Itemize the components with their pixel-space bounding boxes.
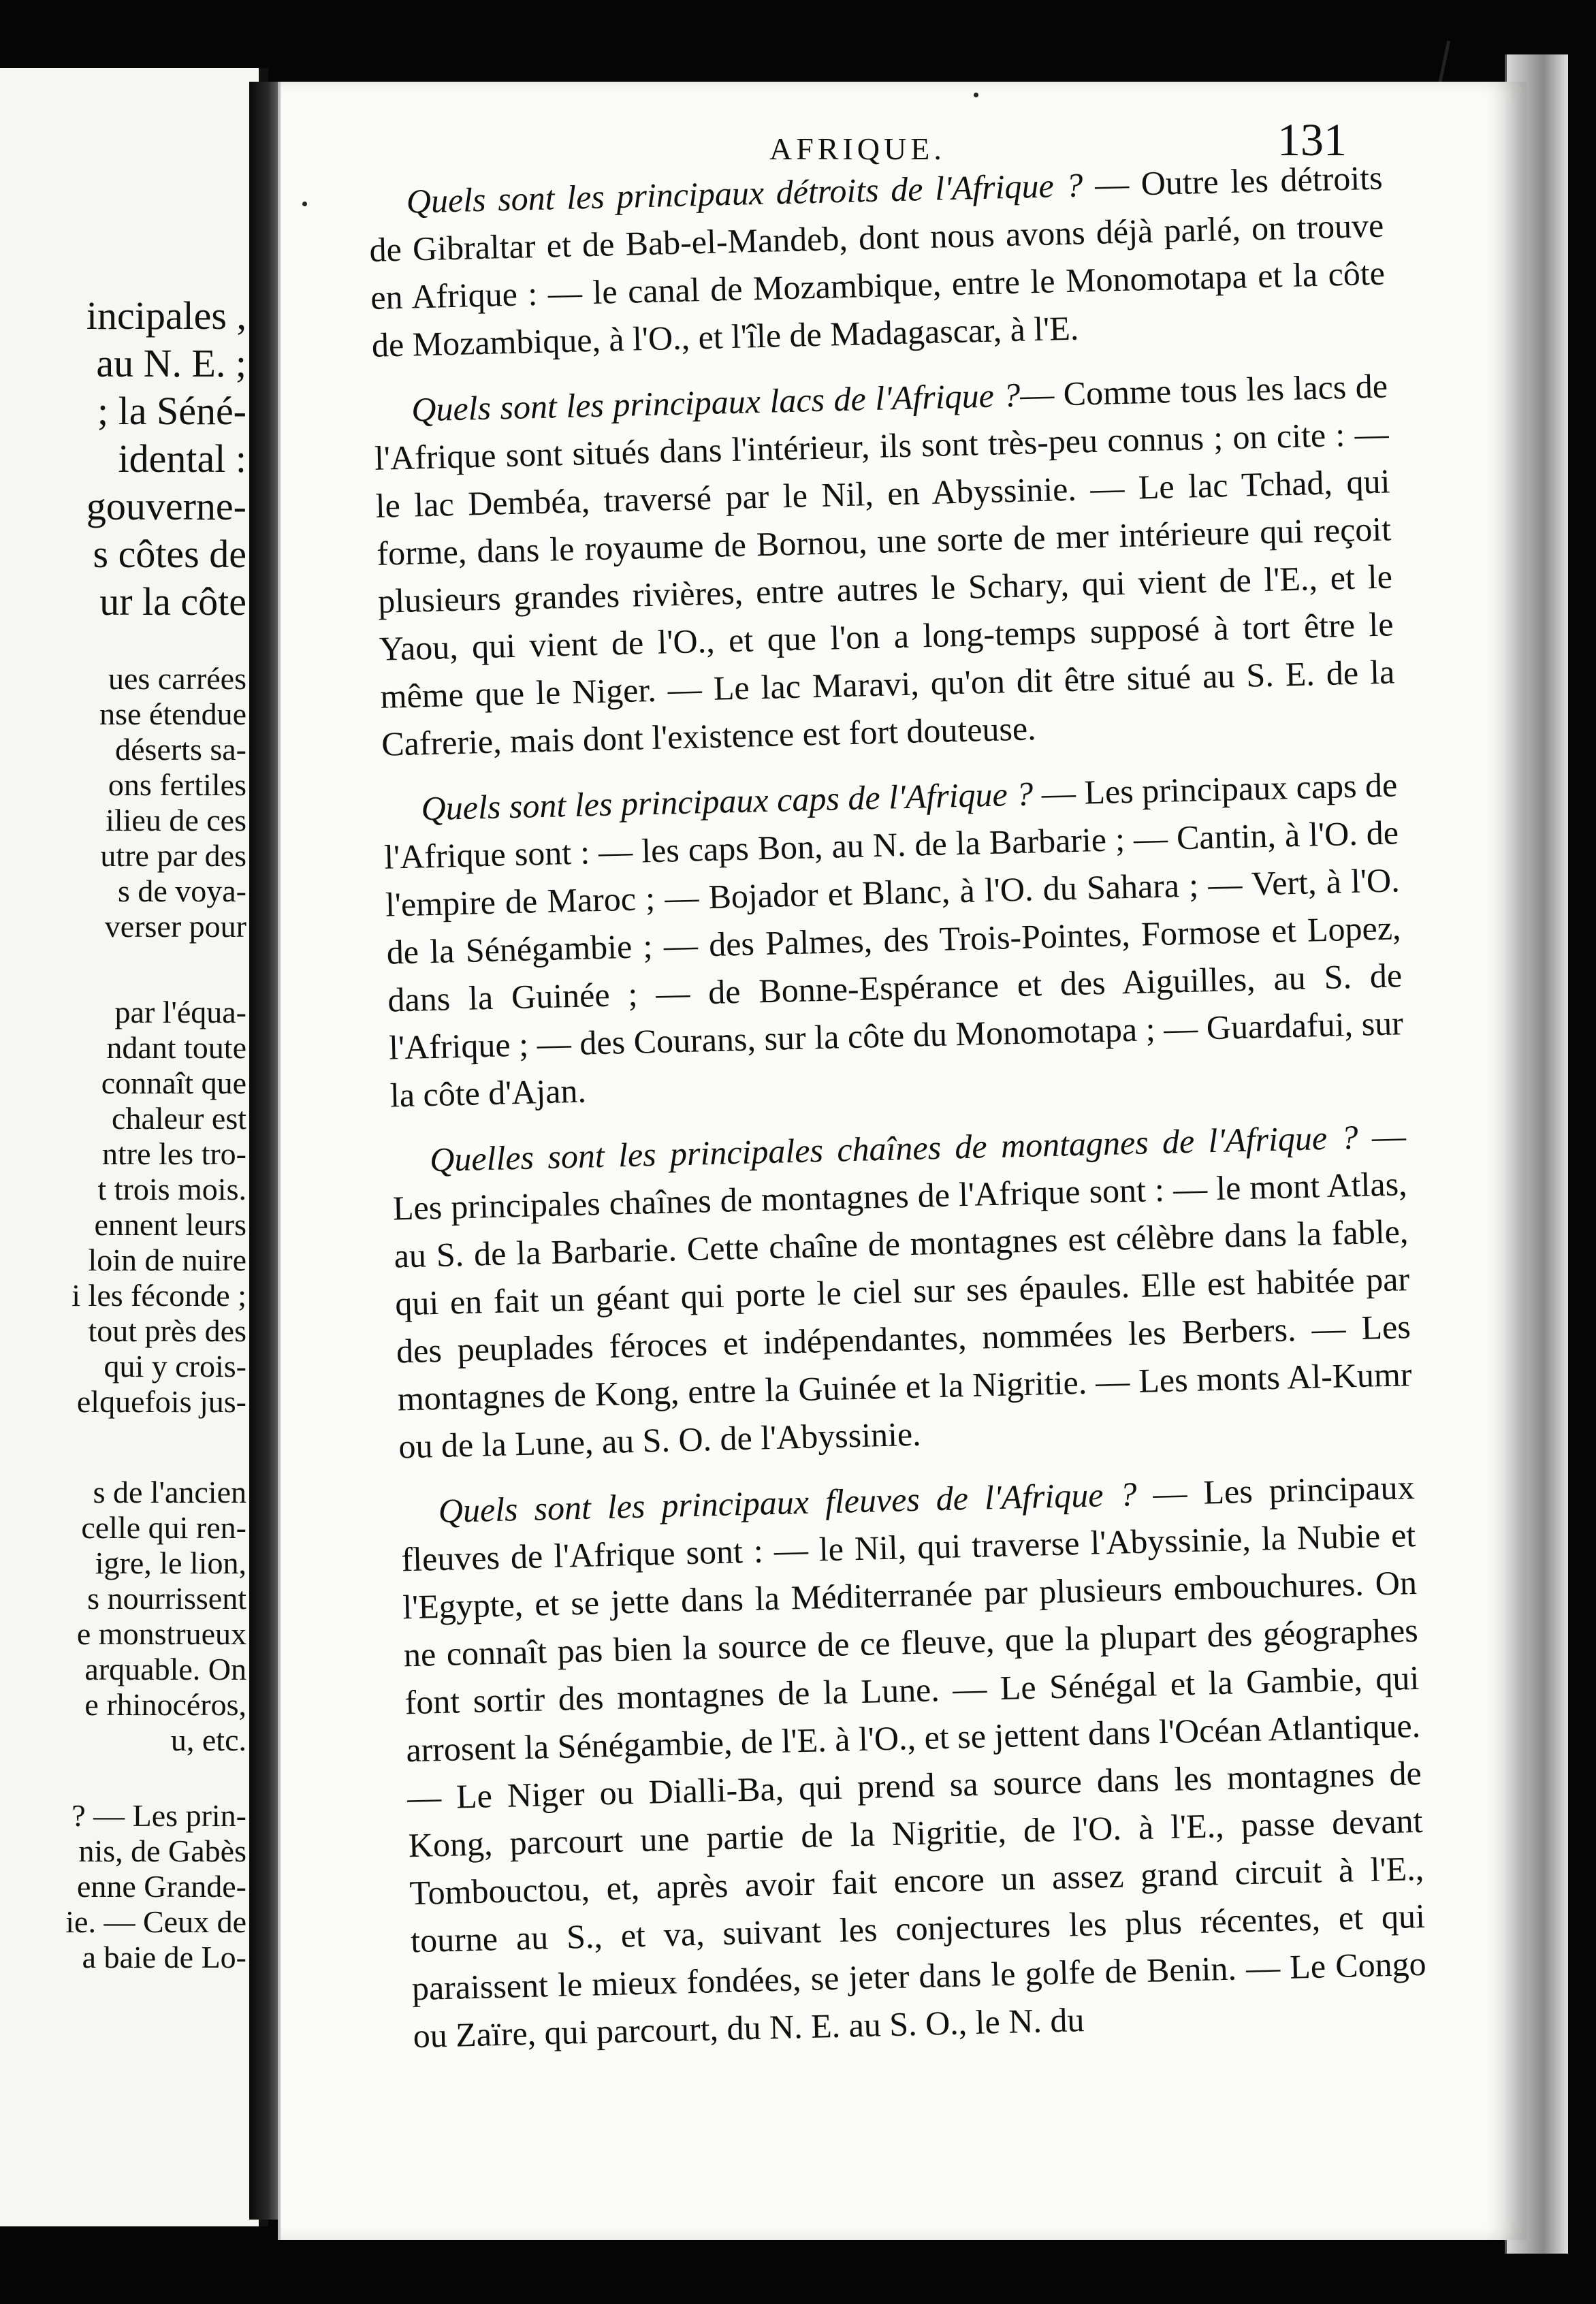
left-text-line: loin de nuire <box>88 1243 246 1277</box>
question-text: Quels sont les principaux détroits de l'Afrique ? <box>406 165 1084 221</box>
question-text: Quels sont les principaux fleuves de l'Afrique ? <box>438 1474 1138 1531</box>
answer-text: — Comme tous les lacs de l'Afrique sont situés dans l'intérieur, ils sont très-peu connus ; on cite : — le lac Dembéa, traversé par le Nil, en Abyssinie. — Le lac Tchad, qui forme, dans le royaume de Bornou, une sorte de mer intérieure qui reçoit plusieurs grandes rivières, entre autres le Schary, qui vient de l'E., et le Yaou, qui vient de l'O., et que l'on a long-temps supposé à tort être le même que le Niger. — Le lac Maravi, qu'on dit être situé au S. E. de la Cafrerie, mais dont l'existence est fort douteuse. <box>374 366 1395 763</box>
left-text-line: au N. E. ; <box>96 341 246 385</box>
left-text-line: gouverne- <box>86 484 246 528</box>
left-text-line: idental : <box>118 436 246 481</box>
left-text-line: chaleur est <box>112 1101 246 1136</box>
left-text-line: igre, le lion, <box>95 1546 246 1580</box>
paragraph-montagnes <box>391 1112 1414 1470</box>
left-text-line: par l'équa- <box>114 995 246 1029</box>
left-text-line: ur la côte <box>99 579 246 624</box>
left-text-line: ? — Les prin- <box>71 1798 246 1833</box>
left-text-line: ues carrées <box>108 661 246 696</box>
paragraph-detroits <box>368 154 1386 369</box>
left-text-line: nis, de Gabès <box>78 1834 246 1868</box>
left-text-line: u, etc. <box>170 1723 246 1757</box>
left-text-line: e monstrueux <box>76 1616 246 1651</box>
left-text-line: ennent leurs <box>94 1207 246 1242</box>
left-text-line: qui y crois- <box>103 1349 246 1383</box>
left-text-line: ntre les tro- <box>101 1136 246 1171</box>
left-text-line: ; la Séné- <box>97 389 246 433</box>
answer-text: — Les principaux caps de l'Afrique sont : — les caps Bon, au N. de la Barbarie ; — Cantin, à l'O. de l'empire de Maroc ; — Bojador et Blanc, à l'O. du Sahara ; — Vert, à l'O. de la Sénégambie ; — des Palmes, des Trois-Pointes, Formose et Lopez, dans la Guinée ; — de Bonne-Espérance et des Aiguilles, au S. de l'Afrique ; — des Courans, sur la côte du Monomotapa ; — Guardafui, sur la côte d'Ajan. <box>383 765 1404 1115</box>
paragraph-lacs <box>372 362 1396 768</box>
left-text-line: tout près des <box>88 1313 246 1348</box>
left-text-line: enne Grande- <box>76 1869 246 1904</box>
book-gutter-shadow <box>249 82 281 2220</box>
question-text: Quels sont les principaux lacs de l'Afrique ? <box>411 375 1021 429</box>
left-text-line: ndant toute <box>106 1030 246 1065</box>
left-text-line: déserts sa- <box>115 732 246 767</box>
answer-text: — Les principaux fleuves de l'Afrique sont : — le Nil, qui traverse l'Abyssinie, la Nubie et l'Egypte, et se jette dans la Méditerranée par plusieurs embouchures. On ne connaît pas bien la source de ce fleuve, que la plupart des géographes font sortir des montagnes de la Lune. — Le Sénégal et la Gambie, qui arrosent la Sénégambie, de l'E. à l'O., et se jettent dans l'Océan Atlantique. — Le Niger ou Dialli-Ba, qui prend sa source dans les montagnes de Kong, parcourt une partie de la Nigritie, de l'O. à l'E., passe devant Tombouctou, et, après avoir fait encore un assez grand circuit à l'E., tourne au S., et va, suivant les conjectures les plus récentes, et qui paraissent le mieux fondées, se jeter dans le golfe de Benin. — Le Congo ou Zaïre, qui parcourt, du N. E. au S. O., le N. du <box>400 1468 1427 2055</box>
left-text-line: i les féconde ; <box>71 1278 246 1313</box>
left-text-line: incipales , <box>86 293 246 338</box>
ink-speck <box>302 202 307 206</box>
left-text-line: nse étendue <box>99 697 246 731</box>
left-facing-page <box>0 68 268 2226</box>
left-text-line: s de voya- <box>117 874 246 908</box>
paragraph-caps <box>383 761 1405 1119</box>
left-text-line: utre par des <box>100 838 246 873</box>
left-text-line: verser pour <box>104 909 246 944</box>
left-text-line: s côtes de <box>93 532 246 576</box>
left-text-line: ons fertiles <box>108 767 246 802</box>
left-text-line: s de l'ancien <box>93 1475 246 1509</box>
page-body-text <box>368 154 1429 2078</box>
paragraph-fleuves <box>400 1463 1428 2060</box>
left-text-line: arquable. On <box>84 1652 246 1686</box>
running-head: AFRIQUE. <box>769 131 946 166</box>
page-number: 131 <box>1277 114 1347 165</box>
left-text-line: a baie de Lo- <box>82 1940 246 1974</box>
ink-speck <box>974 93 978 97</box>
left-text-line: connaît que <box>101 1066 246 1100</box>
left-text-line: ilieu de ces <box>106 803 246 837</box>
question-text: Quelles sont les principales chaînes de montagnes de l'Afrique ? <box>429 1117 1359 1179</box>
answer-text: — Outre les détroits de Gibraltar et de Bab-el-Mandeb, dont nous avons déjà parlé, on trouve en Afrique : — le canal de Mozambique, entre le Monomotapa et la côte de Mozambique, à l'O., et l'île de Madagascar, à l'E. <box>368 158 1386 364</box>
left-text-line: ie. — Ceux de <box>65 1904 246 1939</box>
left-text-line: t trois mois. <box>97 1172 246 1206</box>
left-text-line: e rhinocéros, <box>84 1687 246 1722</box>
answer-text: — Les principales chaînes de montagnes de l'Afrique sont : — le mont Atlas, au S. de la Barbarie. Cette chaîne de montagnes est célèbre dans la fable, qui en fait un géant qui porte le ciel sur ses épaules. Elle est habitée par des peuplades féroces et indépendantes, nommées les Berbers. — Les montagnes de Kong, entre la Guinée et la Nigritie. — Les monts Al-Kumr ou de la Lune, au S. O. de l'Abyssinie. <box>392 1117 1413 1466</box>
left-text-line: celle qui ren- <box>81 1510 246 1545</box>
left-text-line: elquefois jus- <box>76 1384 246 1419</box>
left-text-line: s nourrissent <box>87 1581 246 1616</box>
question-text: Quels sont les principaux caps de l'Afrique ? <box>420 774 1034 828</box>
